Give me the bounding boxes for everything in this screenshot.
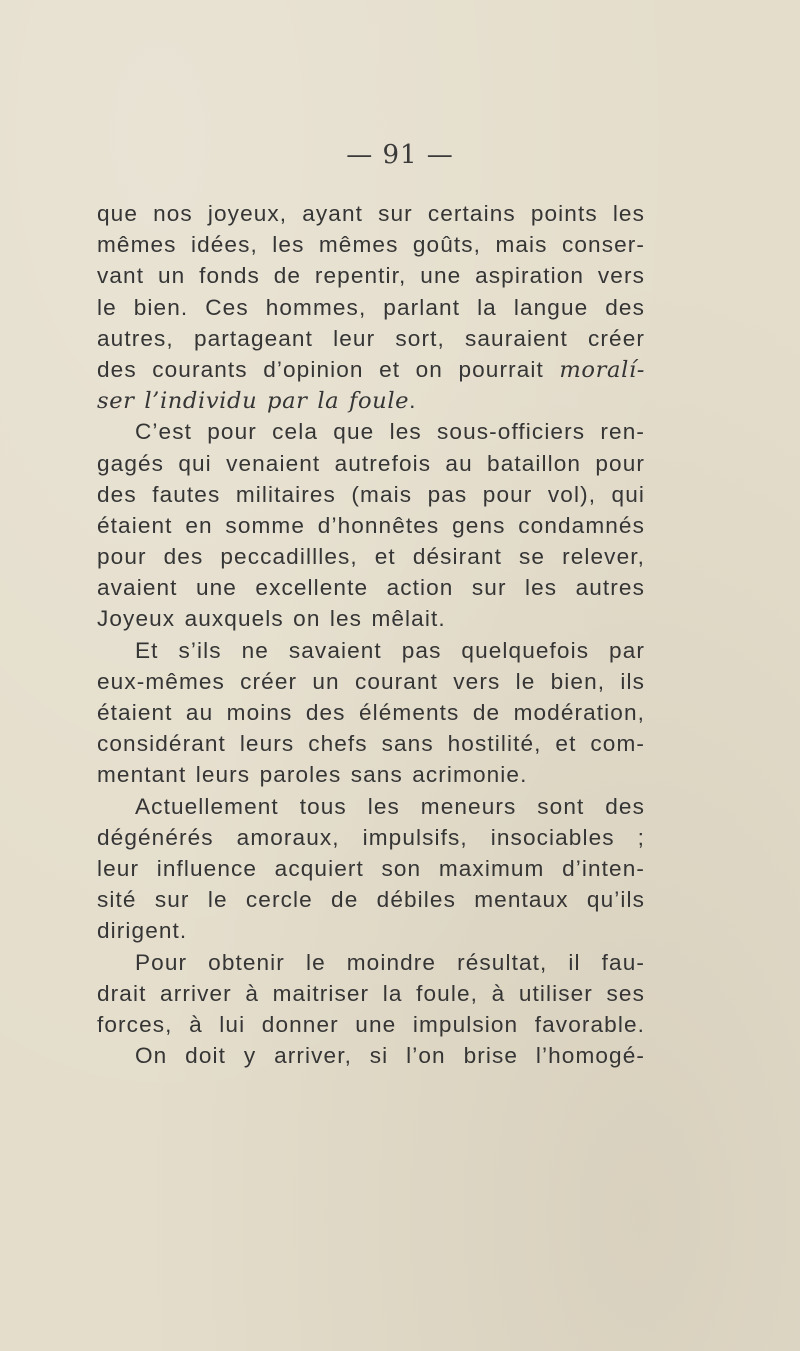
text-line: Pour obtenir le moindre résultat, il fau- — [135, 949, 645, 975]
italic-text: ser l’individu par la foule — [97, 388, 410, 415]
text-segment: . — [409, 388, 417, 414]
text-line: avaient une excellente action sur les autres — [97, 575, 645, 601]
page-number: — 91 — — [346, 140, 454, 170]
text-line: autres, partageant leur sort, sauraient créer — [97, 325, 645, 351]
text-line: Actuellement tous les meneurs sont des — [135, 793, 645, 819]
text-line: le bien. Ces hommes, parlant la langue des — [97, 294, 645, 320]
text-line — [97, 385, 645, 416]
text-line: drait arriver à maitriser la foule, à utiliser ses — [97, 980, 645, 1006]
text-line: étaient en somme d’honnêtes gens condamnés — [97, 512, 645, 538]
text-line: gagés qui venaient autrefois au bataillon pour — [97, 450, 645, 476]
text-line: Joyeux auxquels on les mêlait. — [97, 606, 446, 632]
text-line: mentant leurs paroles sans acrimonie. — [97, 762, 528, 788]
text-line: On doit y arriver, si l’on brise l’homogé- — [135, 1043, 645, 1069]
text-line: étaient au moins des éléments de modération, — [97, 700, 645, 725]
text-line: forces, à lui donner une impulsion favorable. — [97, 1011, 645, 1037]
text-line: que nos joyeux, ayant sur certains points les — [97, 201, 645, 226]
text-line: sité sur le cercle de débiles mentaux qu’ils — [97, 887, 645, 913]
text-line — [97, 354, 645, 385]
text-line: C’est pour cela que les sous-officiers ren- — [135, 419, 645, 445]
text-line: dirigent. — [97, 918, 188, 944]
text-segment: des courants d’opinion et on pourrait — [97, 356, 560, 382]
body-text — [97, 198, 645, 1071]
text-line: mêmes idées, les mêmes goûts, mais conser- — [97, 232, 645, 258]
text-line: dégénérés amoraux, impulsifs, insociables ; — [97, 824, 645, 850]
text-line: pour des peccadillles, et désirant se relever, — [97, 544, 645, 570]
text-line: considérant leurs chefs sans hostilité, et com- — [97, 731, 645, 757]
text-line: Et s’ils ne savaient pas quelquefois par — [135, 637, 645, 663]
text-line: eux-mêmes créer un courant vers le bien, ils — [97, 668, 645, 694]
italic-text: moralí- — [559, 356, 645, 383]
text-line: leur influence acquiert son maximum d’inten- — [97, 855, 645, 881]
text-line: des fautes militaires (mais pas pour vol), qui — [97, 481, 645, 507]
text-line: vant un fonds de repentir, une aspiration vers — [97, 263, 645, 289]
